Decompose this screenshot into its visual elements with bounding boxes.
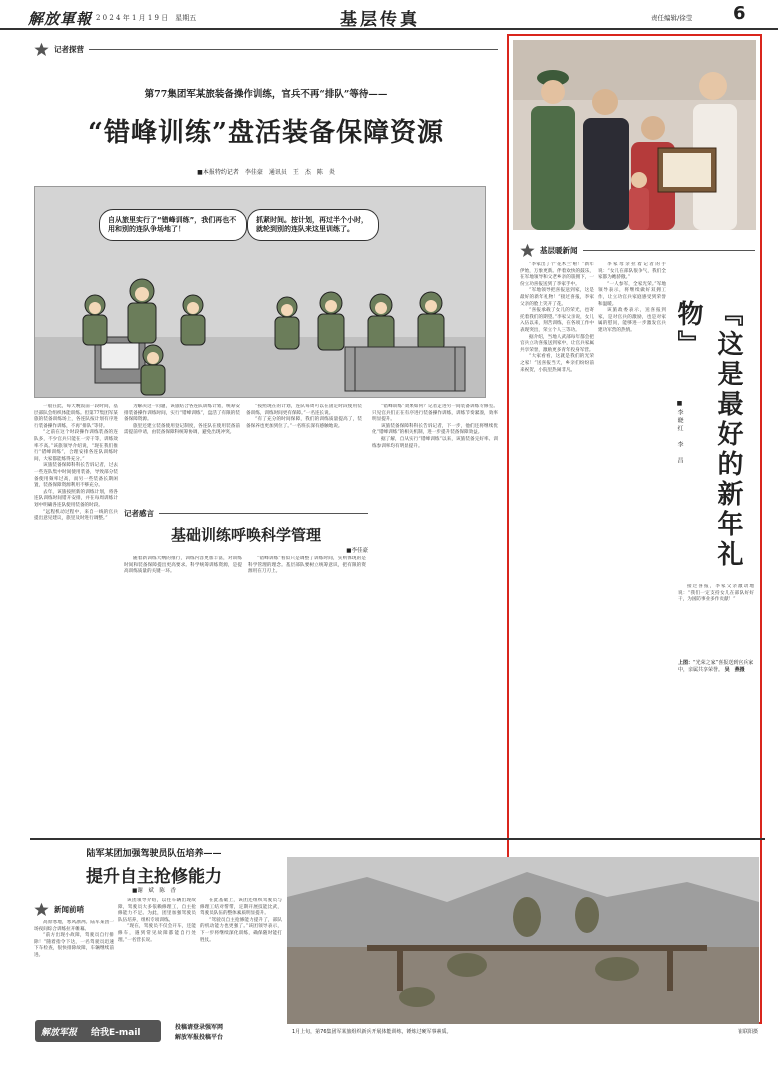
paragraph: “李家出了个‘花木兰’啦！”新年伊始，万象更新。伴着欢快的鼓乐，在军地领导和父老乡亲的簇拥下，一份立功喜报送到了李家手中。 bbox=[520, 262, 594, 287]
paragraph: 该旅装备保障科科长告诉记者，下一步，他们还将继续优化“错峰训练”的相关机制，进一步提升装备保障效益。 bbox=[372, 423, 498, 436]
paragraph: “前方出现小故障，驾驶员自行排除！”随着指令下达，一名驾驶员迅速下车检查，很快排除故障，车辆继续前进。 bbox=[34, 933, 114, 958]
column-label: 新闻前哨 bbox=[54, 904, 84, 914]
sidebar-column bbox=[678, 584, 754, 654]
bottom-column bbox=[118, 898, 196, 1014]
divider bbox=[583, 250, 756, 251]
speech-bubble-right: 抓紧时间。按计划，再过半个小时，就轮到别的连队来这里训练了。 bbox=[247, 209, 379, 241]
paragraph: “一人参军，全家光荣。”军地领导表示，将继续做好双拥工作，让立功官兵家庭感受到荣誉和温暖。 bbox=[598, 281, 666, 307]
column-label: 基层暖新闻 bbox=[540, 245, 578, 255]
star-icon bbox=[34, 902, 49, 917]
divider bbox=[30, 838, 765, 840]
paragraph: 该旅装备保障科科长告诉记者，过去一些连队集中时间使用装备，导致部分装备使用频率过高，而另一些装备长期闲置，装备保障资源利用不够充分。 bbox=[34, 463, 118, 489]
article-column bbox=[124, 404, 240, 500]
column-header-reporter-visit bbox=[34, 42, 498, 56]
paragraph: “大家看看，这就是我们的光荣之家！”送喜报当天，乡亲们纷纷前来祝贺，小院里热闹非凡。 bbox=[520, 354, 594, 373]
caption-text: “光荣之家”喜报送到官兵家中，亲属共享荣誉。 bbox=[678, 660, 754, 673]
bottom-column bbox=[34, 920, 114, 1014]
column-header-warm-news bbox=[520, 243, 755, 257]
training-photo bbox=[287, 857, 759, 1024]
column-label: 记者感言 bbox=[124, 508, 154, 518]
speech-bubble-left: 自从旅里实行了“错峰训练”，我们再也不用和别的连队争场地了！ bbox=[99, 209, 247, 241]
paragraph: 据了解，自从实行“错峰训练”以来，该旅装备完好率、训练参训率均有明显提升。 bbox=[372, 436, 498, 449]
paragraph: 一般在此，每天晚饭前一段时间，基层部队会组织体能训练。但第77集团军某旅的装备训练场上，各连队按计划有序进行装备操作训练，不再“排队”等待。 bbox=[34, 404, 118, 429]
banner-line-2: 解放军报投稿平台 bbox=[175, 1034, 224, 1041]
paragraph: 接过喜报，李家父亲激动地说：“我们一定支持女儿在部队好好干，为国防事业多作贡献！” bbox=[678, 584, 754, 603]
paragraph: 旅里还建立装备使用登记制度，各连队在使用装备前需提前申请，由装备保障科统筹协调，避免出现冲突。 bbox=[124, 423, 240, 436]
dateline: 2 0 2 4 年 1 月 1 9 日 星期五 bbox=[96, 14, 197, 22]
paragraph: “有了充分的时间保障，我们的训练质量提高了，装备保养也更加到位了。”一名班长深有感触地说。 bbox=[246, 417, 362, 429]
newspaper-logo: 解放軍報 bbox=[28, 10, 93, 28]
article-column bbox=[246, 404, 362, 500]
star-icon bbox=[34, 42, 49, 57]
paragraph: “按照现在的计划，连队每周可以在固定时段使用装备训练，训练时间更有保障。”一名连长说。 bbox=[246, 404, 362, 416]
star-icon bbox=[520, 243, 535, 258]
column-label: 记者探营 bbox=[54, 44, 84, 54]
column-header-comment bbox=[124, 506, 368, 520]
photo-caption: 1月上旬，第76集团军某旅组织新兵开展体能训练，锤炼过硬军事素质。 bbox=[292, 1029, 452, 1035]
sidebar-photo bbox=[513, 40, 756, 230]
comment-headline: 基础训练呼唤科学管理 bbox=[170, 526, 321, 544]
banner-brand: 解放军报 bbox=[41, 1028, 78, 1038]
banner-line-1: 投稿请登录强军网 bbox=[175, 1024, 224, 1031]
bottom-column bbox=[200, 898, 282, 1014]
kicker: 第77集团军某旅装备操作训练，官兵不再“排队”等待—— bbox=[144, 89, 388, 100]
paragraph: 据介绍，当地人武部每年都会把官兵立功喜报送到家中，让官兵家属共享荣誉，激励更多青年投身军营。 bbox=[520, 334, 594, 353]
divider bbox=[159, 513, 368, 514]
page-number: 6 bbox=[733, 3, 746, 24]
paragraph: “驾驶员自主抢修能力提升了，部队的机动能力也更强了。”该团领导表示，下一步将继续深化训练，确保随时能打胜仗。 bbox=[200, 917, 282, 943]
paragraph: “错峰训练”看似只是调整了训练时间，实则体现的是科学管理的理念。基层部队要树立统筹意识，把有限的资源用在刀刃上。 bbox=[248, 556, 366, 575]
editor-credit: 责任编辑/徐莹 bbox=[651, 14, 693, 22]
family-photo-image bbox=[513, 40, 756, 230]
masthead bbox=[0, 0, 778, 30]
headline: “错峰训练”盘活装备保障资源 bbox=[88, 118, 444, 148]
paragraph: 为解决这一问题，该旅结合各连队训练计划，统筹安排装备操作训练时间，实行“错峰训练”，盘活了有限的装备保障资源。 bbox=[124, 404, 240, 423]
article-column bbox=[372, 404, 498, 640]
submission-banner[interactable] bbox=[35, 1020, 283, 1044]
paragraph: “现在，驾驶员不仅会开车，还能修车，遇到常见故障都能自行处理。”一名营长说。 bbox=[118, 924, 196, 943]
paragraph: “远程机动过程中，来自一线的官兵提出意见建议，旅里及时进行调整。” bbox=[34, 509, 118, 522]
paragraph: “错峰训练”效果如何？记者走进另一间装备训练专修室。只见官兵们正在有序进行装备操作训练，训练节奏紧凑，效率明显提升。 bbox=[372, 404, 498, 423]
cartoon-illustration bbox=[34, 186, 486, 398]
banner-email[interactable]: 给我E-mail bbox=[91, 1028, 141, 1038]
comment-column bbox=[124, 556, 242, 640]
paragraph: “军地领导把喜报送到家，这是最好的新年礼物！”接过喜报，李家父亲的脸上笑开了花。 bbox=[520, 288, 594, 307]
paragraph: 在此基础上，该团还组织驾驶员与修理工结对帮带，定期开展技能比武，驾驶员队伍的整体素质明显提升。 bbox=[200, 898, 282, 917]
paragraph: 李家母亲拉着记者的手说：“女儿在部队很争气，我们全家都为她骄傲。” bbox=[598, 262, 666, 281]
comment-column bbox=[248, 556, 366, 640]
paragraph: 该旅政委表示，送喜报到家，是对官兵的激励，也是对家属的慰问，能够进一步激发官兵建功军营的热情。 bbox=[598, 308, 666, 333]
paragraph: “喜报承载了女儿的荣光，也寄托着我们的期望。”李家父亲说，女儿入伍以来，刻苦训练，在各项工作中表现突出，荣立个人三等功。 bbox=[520, 308, 594, 333]
paragraph: 随着新训练大纲的推行，训练内容更加丰富，对训练时间和装备保障提出更高要求。科学统筹训练资源，是提高训练质量的关键一环。 bbox=[124, 556, 242, 575]
comment-byline: ■李佳豪 bbox=[346, 548, 368, 554]
photo-caption bbox=[678, 660, 754, 674]
sidebar-byline: ■李晓红 李 昌 bbox=[676, 400, 683, 465]
byline: ■本报特约记者 李佳豪 通讯员 王 杰 陈 炎 bbox=[197, 169, 335, 176]
divider bbox=[89, 49, 498, 50]
paragraph: 高原寒地，寒风凛冽。陆军某团一场夜间综合训练拉开帷幕。 bbox=[34, 920, 114, 932]
caption-label: 上图： bbox=[678, 660, 694, 666]
bottom-kicker: 陆军某团加强驾驶员队伍培养—— bbox=[86, 849, 222, 859]
article-column bbox=[34, 404, 118, 640]
photo-credit: 吴 燕摄 bbox=[724, 667, 745, 673]
paragraph: 该团领导介绍，以往车辆出现故障，驾驶员大多依赖修理工，自主抢修能力不足。为此，团里加强驾驶员队伍培养，组织专项训练。 bbox=[118, 898, 196, 923]
training-photo-image bbox=[287, 857, 759, 1024]
photo-credit: 崔联阳摄 bbox=[737, 1029, 758, 1035]
sidebar-headline: 『这是最好的新年礼物』 bbox=[673, 300, 743, 570]
section-title: 基层传真 bbox=[340, 10, 420, 30]
paragraph: “之前在这个时段操作训练装备的连队多，不少官兵只能在一旁干等，训练效率不高。”该旅领导介绍说，“现在我们推行“错峰训练”，合理安排各连队训练时间，大家都能练得充分。” bbox=[34, 430, 118, 462]
bottom-headline: 提升自主抢修能力 bbox=[86, 867, 222, 887]
paragraph: 去年，该旅按照新的训练计划，将各连队训练时间错开安排，并在每周训练计划中明确各连队使用装备的时段。 bbox=[34, 489, 118, 508]
bottom-byline: ■谢 斌 陈 香 bbox=[132, 888, 176, 894]
